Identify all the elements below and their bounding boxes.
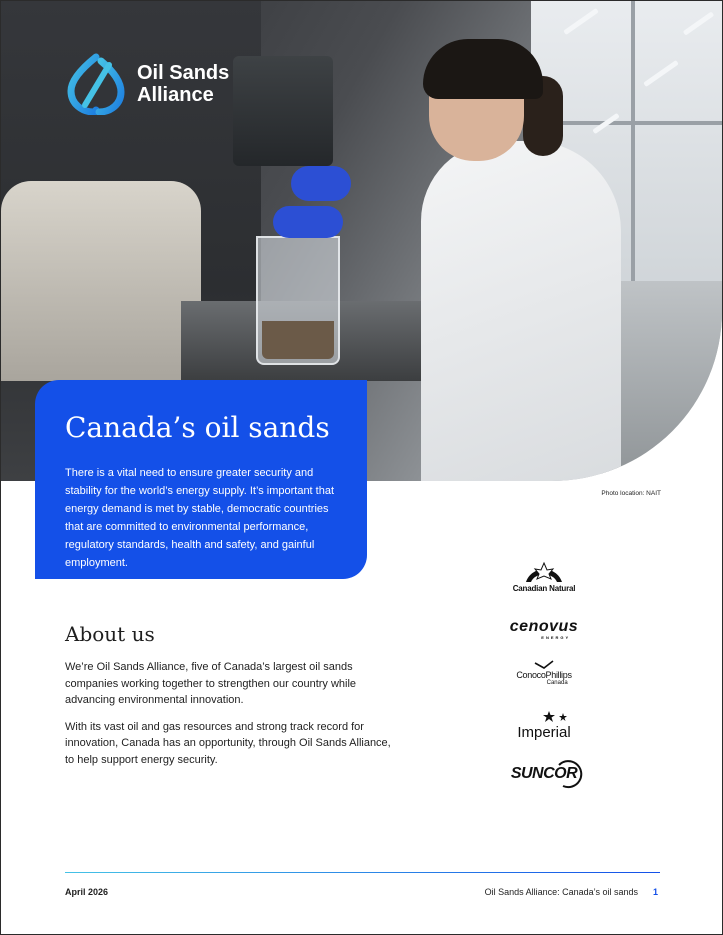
suncor-wordmark [511, 765, 577, 783]
conocophillips-text: ConocoPhillips [516, 670, 572, 680]
suncor-text: SUNCOR [510, 765, 578, 782]
brand-name-line2: Alliance [137, 84, 214, 106]
suncor-ring-icon [553, 759, 583, 789]
intro-callout [35, 380, 367, 579]
about-heading: About us [65, 622, 155, 646]
stars-icon [541, 710, 571, 724]
about-paragraph: We’re Oil Sands Alliance, five of Canada’s largest oil sands companies working together to strengthen our country while advancing environmental innovation. [65, 661, 357, 706]
cenovus-subtext: ENERGY [541, 635, 571, 640]
imperial-logo [517, 710, 571, 741]
cenovus-text: cenovus [509, 618, 579, 635]
footer-divider [65, 872, 660, 873]
researcher-hair [423, 39, 543, 99]
brand-name-line1: Oil Sands [137, 62, 230, 84]
cenovus-logo [510, 619, 578, 640]
sample-sediment [262, 321, 334, 359]
beaker [256, 236, 340, 365]
suncor-logo [511, 765, 577, 783]
lab-machine [1, 181, 201, 381]
window-frame [631, 1, 635, 301]
photo-credit: Photo location: NAIT [601, 490, 661, 497]
page-title: Canada’s oil sands [65, 411, 330, 444]
footer-date: April 2026 [65, 887, 109, 897]
brand-logo[interactable] [65, 53, 229, 115]
partner-logos [489, 561, 599, 783]
maple-bridge-icon [524, 561, 564, 583]
blue-glove [273, 206, 343, 238]
mixer-device [233, 56, 333, 166]
conocophillips-icon [534, 660, 554, 670]
footer-doc-title: Oil Sands Alliance: Canada’s oil sands [484, 887, 638, 897]
leaf-drop-icon [65, 53, 127, 115]
intro-text: There is a vital need to ensure greater security and stability for the world’s energy supply. It’s important that energy demand is met by stable, democratic countries that are committed to environmental performance, regulatory standards, health and safety, and gainful employment. [65, 467, 335, 569]
imperial-text: Imperial [517, 724, 571, 741]
canadian-natural-logo [513, 561, 576, 593]
page-number: 1 [652, 887, 658, 897]
lab-coat [421, 141, 621, 481]
blue-glove [291, 166, 351, 201]
brand-name [137, 62, 229, 106]
about-section [65, 621, 395, 768]
about-paragraph: With its vast oil and gas resources and strong track record for innovation, Canada has an opportunity, through Oil Sands Alliance, to help support energy security. [65, 720, 391, 766]
conocophillips-logo [516, 660, 571, 686]
conocophillips-subtext: Canada [546, 680, 568, 686]
canadian-natural-text: Canadian Natural [512, 584, 576, 593]
